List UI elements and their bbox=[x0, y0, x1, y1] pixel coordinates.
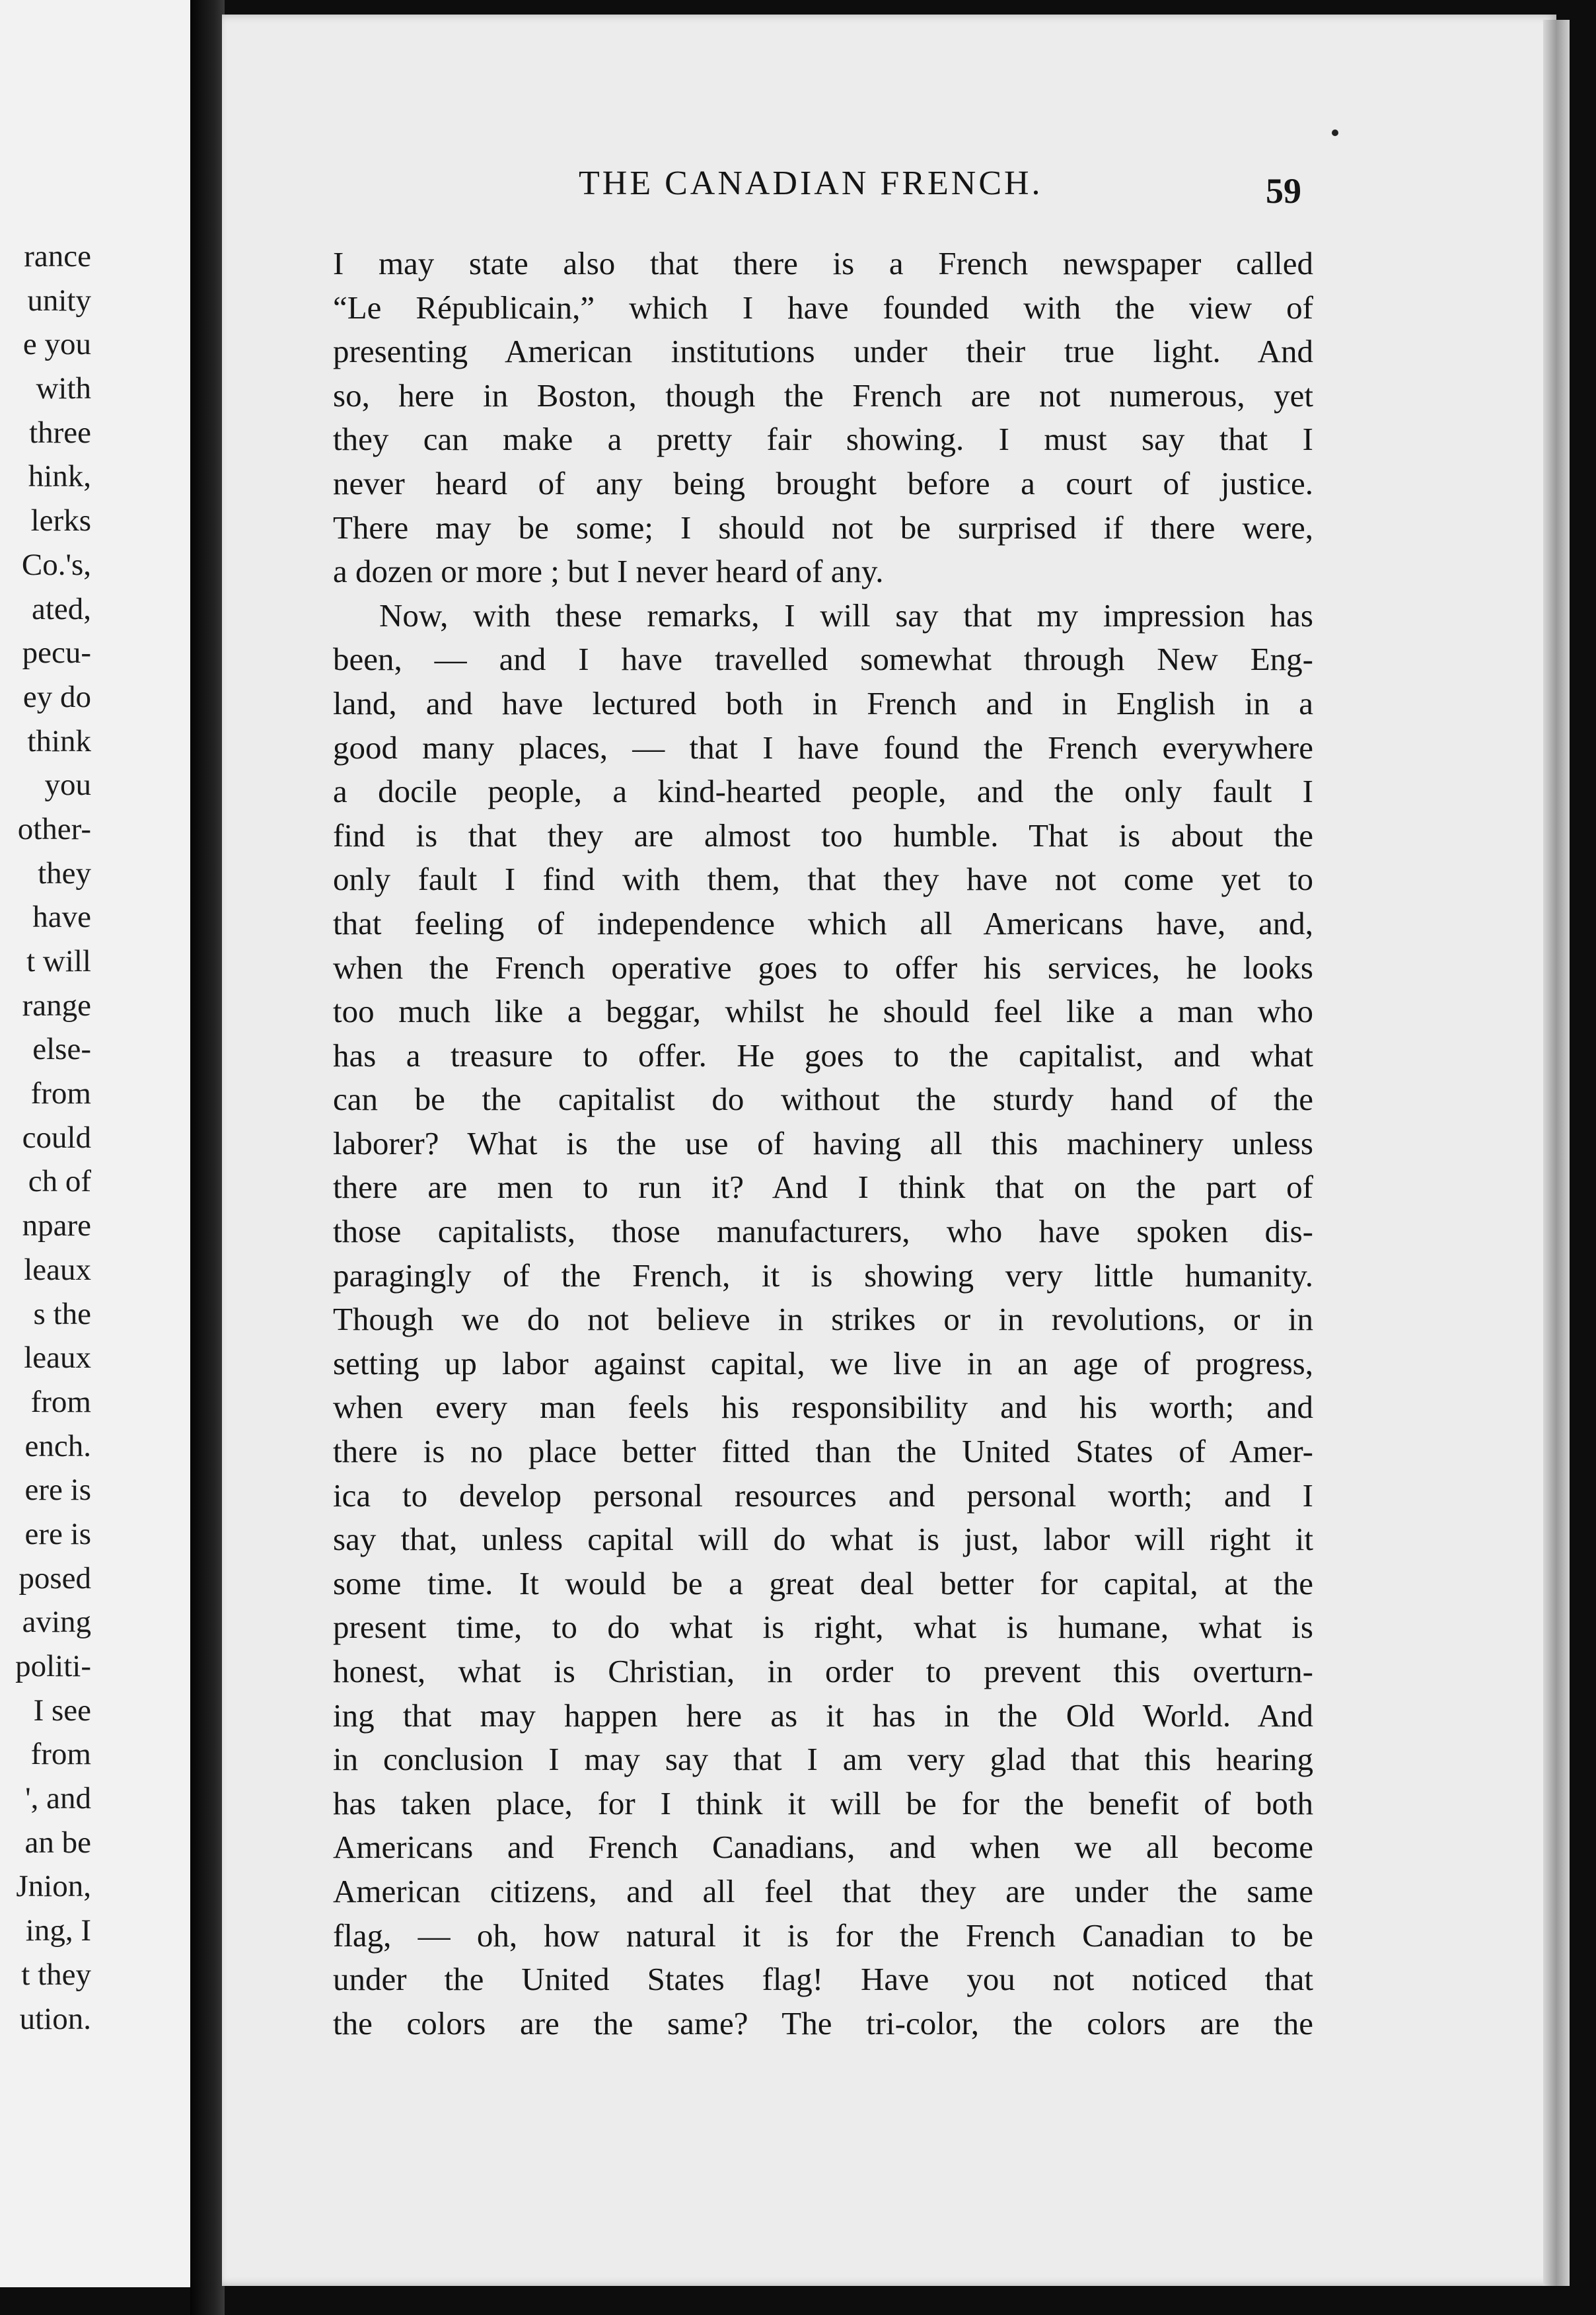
text-line: some time. It would be a great deal better for capital, at the bbox=[333, 1564, 1313, 1601]
ink-speck bbox=[1332, 129, 1338, 136]
fragment-line: unity bbox=[27, 283, 91, 318]
fragment-line: t they bbox=[21, 1957, 91, 1992]
text-line: when the French operative goes to offer his services, he looks bbox=[333, 949, 1313, 986]
text-line: the colors are the same? The tri-color, the colors are the bbox=[333, 2004, 1313, 2041]
text-line: There may be some; I should not be surprised if there were, bbox=[333, 509, 1313, 546]
text-line: American citizens, and all feel that they are under the same bbox=[333, 1872, 1313, 1909]
fragment-line: hink, bbox=[28, 459, 91, 494]
text-line: has a treasure to offer. He goes to the capitalist, and what bbox=[333, 1037, 1313, 1074]
text-line: those capitalists, those manufacturers, who have spoken dis- bbox=[333, 1213, 1313, 1250]
fragment-line: ated, bbox=[31, 591, 91, 626]
fragment-line: posed bbox=[18, 1561, 91, 1596]
text-line: so, here in Boston, though the French are not numerous, yet bbox=[333, 377, 1313, 414]
fragment-line: Jnion, bbox=[16, 1869, 91, 1904]
text-line: has taken place, for I think it will be for the benefit of both bbox=[333, 1784, 1313, 1821]
facing-page-edge bbox=[0, 0, 190, 2287]
fragment-line: ench. bbox=[24, 1428, 91, 1463]
text-line: good many places, — that I have found the French everywhere bbox=[333, 729, 1313, 766]
fragment-line: they bbox=[38, 856, 91, 891]
text-line: honest, what is Christian, in order to prevent this overturn- bbox=[333, 1653, 1313, 1689]
text-line: “Le Républicain,” which I have founded with the view of bbox=[333, 289, 1313, 326]
fragment-line: other- bbox=[17, 811, 91, 846]
text-line: land, and have lectured both in French and in English in a bbox=[333, 684, 1313, 721]
fragment-line: from bbox=[30, 1384, 91, 1419]
fragment-line: lerks bbox=[30, 503, 91, 538]
fragment-line: ere is bbox=[24, 1473, 91, 1508]
fragment-line: leaux bbox=[24, 1252, 91, 1287]
text-line: ing that may happen here as it has in the Old World. And bbox=[333, 1697, 1313, 1734]
facing-page-text-fragments bbox=[15, 235, 91, 2041]
fragment-line: I see bbox=[33, 1693, 91, 1728]
text-line: present time, to do what is right, what is humane, what is bbox=[333, 1609, 1313, 1646]
text-line: Americans and French Canadians, and when we all become bbox=[333, 1829, 1313, 1866]
book-gutter bbox=[190, 0, 225, 2315]
text-line: ica to develop personal resources and personal worth; and I bbox=[333, 1477, 1313, 1514]
text-line: I may state also that there is a French newspaper called bbox=[333, 245, 1313, 281]
fragment-line: ey do bbox=[22, 679, 91, 714]
fragment-line: ing, I bbox=[25, 1913, 91, 1948]
page-edge-stack bbox=[1543, 20, 1570, 2286]
text-line: paragingly of the French, it is showing very little humanity. bbox=[333, 1257, 1313, 1294]
fragment-line: aving bbox=[22, 1605, 91, 1640]
text-line: only fault I find with them, that they have not come yet to bbox=[333, 861, 1313, 898]
fragment-line: else- bbox=[32, 1032, 91, 1067]
fragment-line: an be bbox=[24, 1825, 91, 1860]
fragment-line: ', and bbox=[25, 1781, 91, 1816]
page-number: 59 bbox=[1266, 171, 1301, 211]
running-title: THE CANADIAN FRENCH. bbox=[579, 165, 1043, 202]
fragment-line: you bbox=[44, 768, 91, 803]
text-line: that feeling of independence which all Americans have, and, bbox=[333, 904, 1313, 941]
text-line: a dozen or more ; but I never heard of any. bbox=[333, 553, 884, 590]
text-line: too much like a beggar, whilst he should feel like a man who bbox=[333, 993, 1313, 1030]
fragment-line: ere is bbox=[24, 1516, 91, 1551]
fragment-line: npare bbox=[22, 1208, 91, 1243]
fragment-line: e you bbox=[22, 327, 91, 362]
text-line: there is no place better fitted than the United States of Amer- bbox=[333, 1433, 1313, 1470]
text-line: flag, — oh, how natural it is for the French Canadian to be bbox=[333, 1917, 1313, 1954]
text-line: laborer? What is the use of having all this machinery unless bbox=[333, 1124, 1313, 1161]
fragment-line: with bbox=[36, 371, 91, 406]
fragment-line: think bbox=[27, 723, 91, 758]
text-line: a docile people, a kind-hearted people, and the only fault I bbox=[333, 773, 1313, 810]
text-line: they can make a pretty fair showing. I must say that I bbox=[333, 421, 1313, 458]
text-line: presenting American institutions under their true light. And bbox=[333, 333, 1313, 370]
text-line: there are men to run it? And I think that on the part of bbox=[333, 1169, 1313, 1206]
text-line: under the United States flag! Have you not noticed that bbox=[333, 1961, 1313, 1998]
fragment-line: could bbox=[22, 1120, 91, 1155]
fragment-line: ch of bbox=[28, 1164, 91, 1199]
text-line: never heard of any being brought before a court of justice. bbox=[333, 464, 1313, 501]
fragment-line: from bbox=[30, 1737, 91, 1772]
fragment-line: politi- bbox=[15, 1649, 91, 1683]
fragment-line: s the bbox=[33, 1296, 91, 1331]
fragment-line: rance bbox=[24, 239, 91, 274]
text-line: in conclusion I may say that I am very glad that this hearing bbox=[333, 1741, 1313, 1778]
fragment-line: have bbox=[32, 900, 91, 935]
body-text bbox=[333, 242, 1313, 2045]
paragraph-start-line: Now, with these remarks, I will say that my impression has bbox=[379, 597, 1313, 634]
fragment-line: from bbox=[30, 1076, 91, 1111]
fragment-line: three bbox=[29, 415, 91, 450]
text-line: say that, unless capital will do what is just, labor will right it bbox=[333, 1521, 1313, 1558]
fragment-line: pecu- bbox=[22, 636, 91, 671]
fragment-line: range bbox=[22, 988, 91, 1023]
fragment-line: Co.'s, bbox=[21, 547, 91, 582]
text-line: been, — and I have travelled somewhat through New Eng- bbox=[333, 641, 1313, 678]
text-line: Though we do not believe in strikes or in revolutions, or in bbox=[333, 1301, 1313, 1338]
fragment-line: ution. bbox=[19, 2001, 91, 2036]
text-line: can be the capitalist do without the sturdy hand of the bbox=[333, 1081, 1313, 1118]
text-line: find is that they are almost too humble. That is about the bbox=[333, 817, 1313, 854]
text-line: when every man feels his responsibility and his worth; and bbox=[333, 1389, 1313, 1426]
fragment-line: t will bbox=[26, 944, 91, 978]
fragment-line: leaux bbox=[24, 1341, 91, 1376]
text-line: setting up labor against capital, we live in an age of progress, bbox=[333, 1344, 1313, 1381]
